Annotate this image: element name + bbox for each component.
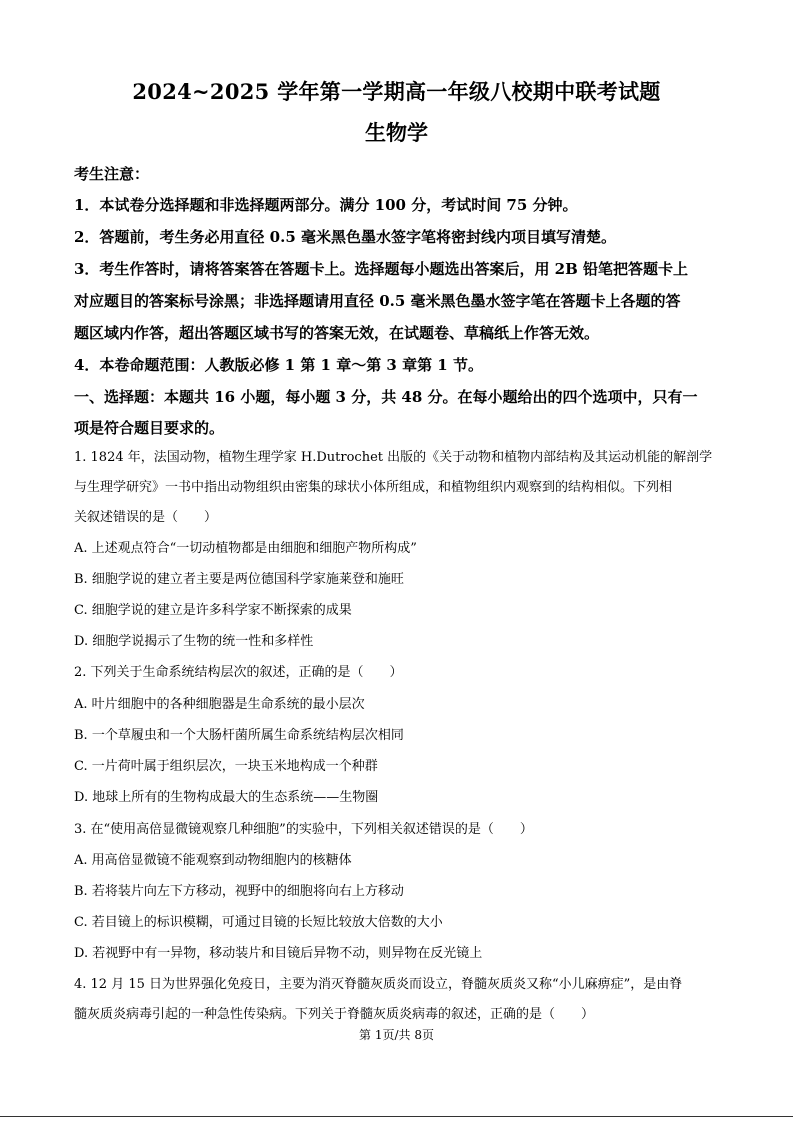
question-4-stem: 4. 12 月 15 日为世界强化免疫日，主要为消灭脊髓灰质炎而设立，脊髓灰质炎又称“小儿麻痹症”，是由脊: [74, 977, 683, 992]
question-1-option-a: A. 上述观点符合“一切动植物都是由细胞和细胞产物所构成”: [74, 541, 417, 556]
notice-item: 2．答题前，考生务必用直径 0.5 毫米黑色墨水签字笔将密封线内项目填写清楚。: [74, 228, 616, 246]
notice-item: 对应题目的答案标号涂黑；非选择题请用直径 0.5 毫米黑色墨水签字笔在答题卡上各题的答: [74, 292, 681, 310]
question-3-option-b: B. 若将装片向左下方移动，视野中的细胞将向右上方移动: [74, 884, 404, 899]
question-3-option-d: D. 若视野中有一异物，移动装片和目镜后异物不动，则异物在反光镜上: [74, 946, 483, 961]
question-1-stem: 与生理学研究》一书中指出动物组织由密集的球状小体所组成，和植物组织内观察到的结构相似。下列相: [74, 480, 673, 495]
section-heading-cont: 项是符合题目要求的。: [74, 419, 225, 437]
question-3-option-a: A. 用高倍显微镜不能观察到动物细胞内的核糖体: [74, 853, 352, 868]
exam-title: 2024~2025 学年第一学期高一年级八校期中联考试题: [132, 79, 661, 104]
question-1-stem: 1. 1824 年，法国动物，植物生理学家 H.Dutrochet 出版的《关于动物和植物内部结构及其运动机能的解剖学: [74, 450, 713, 465]
notice-item: 1．本试卷分选择题和非选择题两部分。满分 100 分，考试时间 75 分钟。: [74, 196, 578, 214]
page-number: 第 1页/共 8页: [359, 1028, 434, 1042]
question-1-option-c: C. 细胞学说的建立是许多科学家不断探索的成果: [74, 603, 352, 618]
question-2-option-a: A. 叶片细胞中的各种细胞器是生命系统的最小层次: [74, 697, 365, 712]
question-4-stem: 髓灰质炎病毒引起的一种急性传染病。下列关于脊髓灰质炎病毒的叙述，正确的是（ ）: [74, 1007, 595, 1022]
question-2-option-b: B. 一个草履虫和一个大肠杆菌所属生命系统结构层次相同: [74, 728, 404, 743]
subject-title: 生物学: [365, 120, 428, 145]
notice-item: 3．考生作答时，请将答案答在答题卡上。选择题每小题选出答案后，用 2B 铅笔把答题卡上: [74, 260, 689, 278]
question-1-stem: 关叙述错误的是（ ）: [74, 510, 218, 525]
question-2-option-d: D. 地球上所有的生物构成最大的生态系统——生物圈: [74, 790, 379, 805]
notice-heading: 考生注意：: [74, 165, 150, 183]
question-1-option-d: D. 细胞学说揭示了生物的统一性和多样性: [74, 634, 314, 649]
section-heading: 一、选择题：本题共 16 小题，每小题 3 分，共 48 分。在每小题给出的四个选项中，只有一: [74, 388, 698, 406]
question-1-option-b: B. 细胞学说的建立者主要是两位德国科学家施莱登和施旺: [74, 572, 404, 587]
question-2-stem: 2. 下列关于生命系统结构层次的叙述，正确的是（ ）: [74, 665, 403, 680]
question-2-option-c: C. 一片荷叶属于组织层次，一块玉米地构成一个种群: [74, 759, 378, 774]
notice-item: 题区域内作答，超出答题区域书写的答案无效，在试题卷、草稿纸上作答无效。: [74, 324, 600, 342]
page-bottom-divider: [0, 1116, 793, 1117]
notice-item: 4．本卷命题范围：人教版必修 1 第 1 章～第 3 章第 1 节。: [74, 356, 483, 374]
question-3-stem: 3. 在“使用高倍显微镜观察几种细胞”的实验中，下列相关叙述错误的是（ ）: [74, 822, 533, 837]
question-3-option-c: C. 若目镜上的标识模糊，可通过目镜的长短比较放大倍数的大小: [74, 915, 443, 930]
